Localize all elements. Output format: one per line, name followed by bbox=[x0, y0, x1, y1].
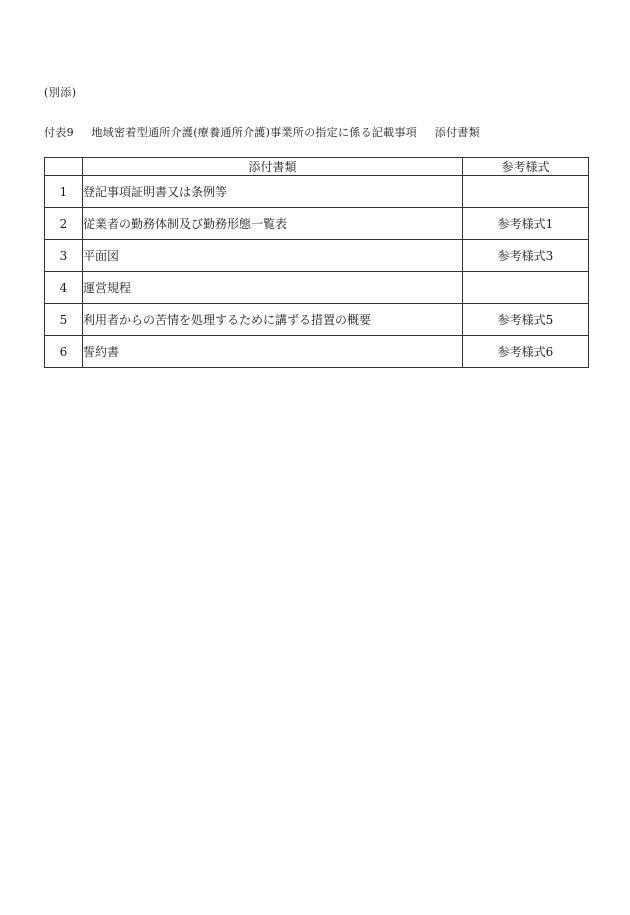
title-main: 地域密着型通所介護(療養通所介護)事業所の指定に係る記載事項 bbox=[91, 126, 418, 139]
table-header-row bbox=[45, 158, 589, 176]
page-title bbox=[44, 124, 480, 140]
row-number: 2 bbox=[45, 208, 83, 240]
title-suffix: 添付書類 bbox=[434, 126, 480, 139]
reference-form: 参考様式5 bbox=[463, 304, 589, 336]
table-row bbox=[45, 240, 589, 272]
row-number: 3 bbox=[45, 240, 83, 272]
document-name: 利用者からの苦情を処理するために講ずる措置の概要 bbox=[83, 304, 463, 336]
column-header-number bbox=[45, 158, 83, 176]
row-number: 4 bbox=[45, 272, 83, 304]
table-row bbox=[45, 176, 589, 208]
reference-form: 参考様式3 bbox=[463, 240, 589, 272]
row-number: 6 bbox=[45, 336, 83, 368]
table-row bbox=[45, 304, 589, 336]
row-number: 5 bbox=[45, 304, 83, 336]
reference-form bbox=[463, 176, 589, 208]
attachment-documents-table bbox=[44, 157, 589, 368]
table-row bbox=[45, 208, 589, 240]
table-row bbox=[45, 336, 589, 368]
document-name: 誓約書 bbox=[83, 336, 463, 368]
reference-form: 参考様式6 bbox=[463, 336, 589, 368]
attachment-note: (別添) bbox=[44, 86, 77, 99]
title-prefix: 付表9 bbox=[44, 126, 74, 139]
document-name: 平面図 bbox=[83, 240, 463, 272]
row-number: 1 bbox=[45, 176, 83, 208]
column-header-document: 添付書類 bbox=[83, 158, 463, 176]
reference-form bbox=[463, 272, 589, 304]
document-name: 登記事項証明書又は条例等 bbox=[83, 176, 463, 208]
document-name: 従業者の勤務体制及び勤務形態一覧表 bbox=[83, 208, 463, 240]
document-name: 運営規程 bbox=[83, 272, 463, 304]
column-header-reference: 参考様式 bbox=[463, 158, 589, 176]
table-row bbox=[45, 272, 589, 304]
reference-form: 参考様式1 bbox=[463, 208, 589, 240]
